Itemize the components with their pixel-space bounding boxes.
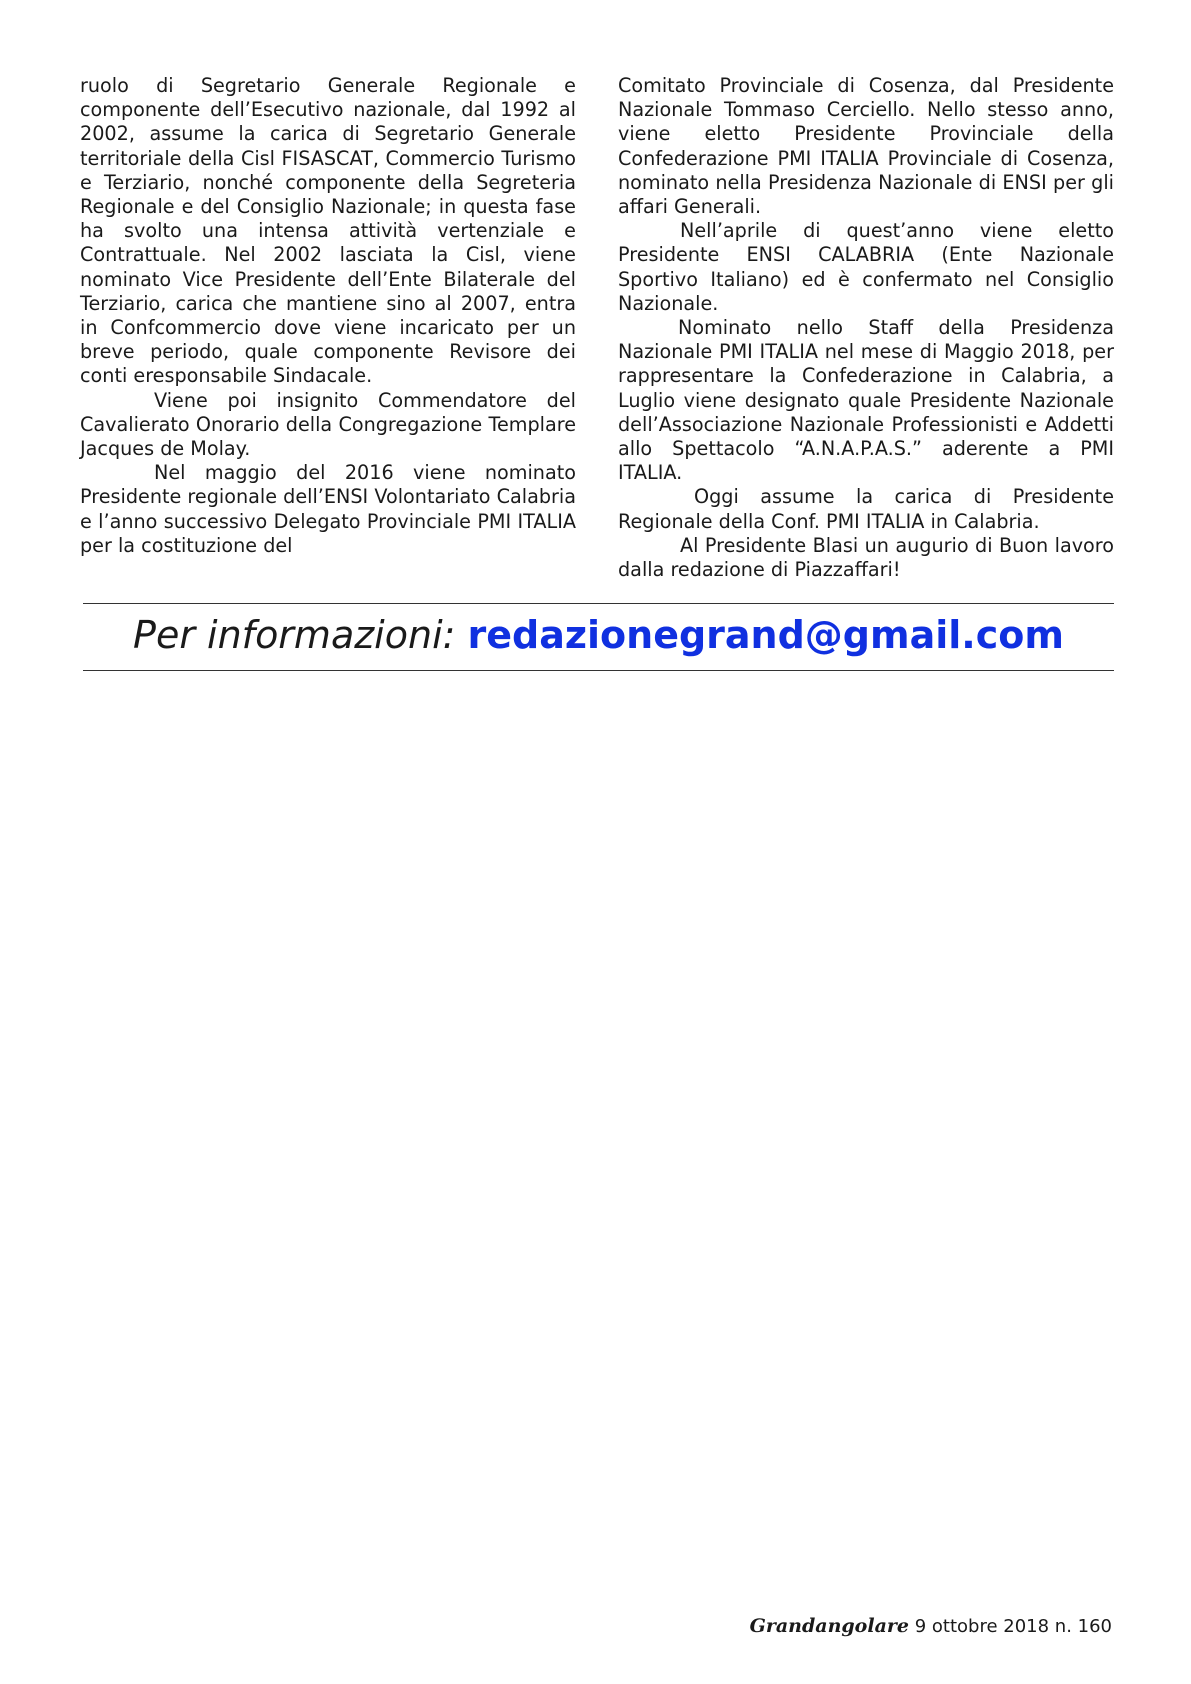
info-banner xyxy=(83,605,1114,665)
email-link[interactable]: redazionegrand@gmail.com xyxy=(467,613,1064,657)
right-column xyxy=(618,74,1114,594)
paragraph: Nominato nello Staff della Presidenza Nazionale PMI ITALIA nel mese di Maggio 2018, per rappresentare la Confederazione in Calabria, a Luglio viene designato quale Presidente Nazionale dell’Associazione Nazionale Professionisti e Addetti allo Spettacolo “A.N.A.P.A.S.” aderente a PMI ITALIA. xyxy=(618,316,1114,485)
paragraph: Nell’aprile di quest’anno viene eletto Presidente ENSI CALABRIA (Ente Nazionale Sportivo Italiano) ed è confermato nel Consiglio Nazionale. xyxy=(618,219,1114,315)
bottom-divider xyxy=(83,670,1114,671)
paragraph: Al Presidente Blasi un augurio di Buon lavoro dalla redazione di Piazzaffari! xyxy=(618,533,1114,582)
left-column xyxy=(80,74,576,594)
info-lead: Per informazioni: xyxy=(133,613,456,657)
paragraph: Viene poi insignito Commendatore del Cavalierato Onorario della Congregazione Templare Jacques de Molay. xyxy=(80,388,576,461)
paragraph: ruolo di Segretario Generale Regionale e componente dell’Esecutivo nazionale, dal 1992 al 2002, assume la carica di Segretario Generale territoriale della Cisl FISASCAT, Commercio Turismo e Terziario, nonché componente della Segreteria Regionale e del Consiglio Nazionale; in questa fase ha svolto una intensa attività vertenziale e Contrattuale. Nel 2002 lasciata la Cisl, viene nominato Vice Presidente dell’Ente Bilaterale del Terziario, carica che mantiene sino al 2007, entra in Confcommercio dove viene incaricato per un breve periodo, quale componente Revisore dei conti eresponsabile Sindacale. xyxy=(80,74,576,388)
masthead: Grandangolare xyxy=(749,1615,909,1637)
top-divider xyxy=(83,603,1114,604)
article-columns xyxy=(80,74,1114,594)
issue-info: 9 ottobre 2018 n. 160 xyxy=(914,1616,1112,1637)
paragraph: Comitato Provinciale di Cosenza, dal Presidente Nazionale Tommaso Cerciello. Nello stesso anno, viene eletto Presidente Provinciale della Confederazione PMI ITALIA Provinciale di Cosenza, nominato nella Presidenza Nazionale di ENSI per gli affari Generali. xyxy=(618,74,1114,219)
page-footer xyxy=(750,1614,1112,1639)
paragraph: Oggi assume la carica di Presidente Regionale della Conf. PMI ITALIA in Calabria. xyxy=(618,485,1114,533)
paragraph: Nel maggio del 2016 viene nominato Presidente regionale dell’ENSI Volontariato Calabria e l’anno successivo Delegato Provinciale PMI ITALIA per la costituzione del xyxy=(80,461,576,557)
